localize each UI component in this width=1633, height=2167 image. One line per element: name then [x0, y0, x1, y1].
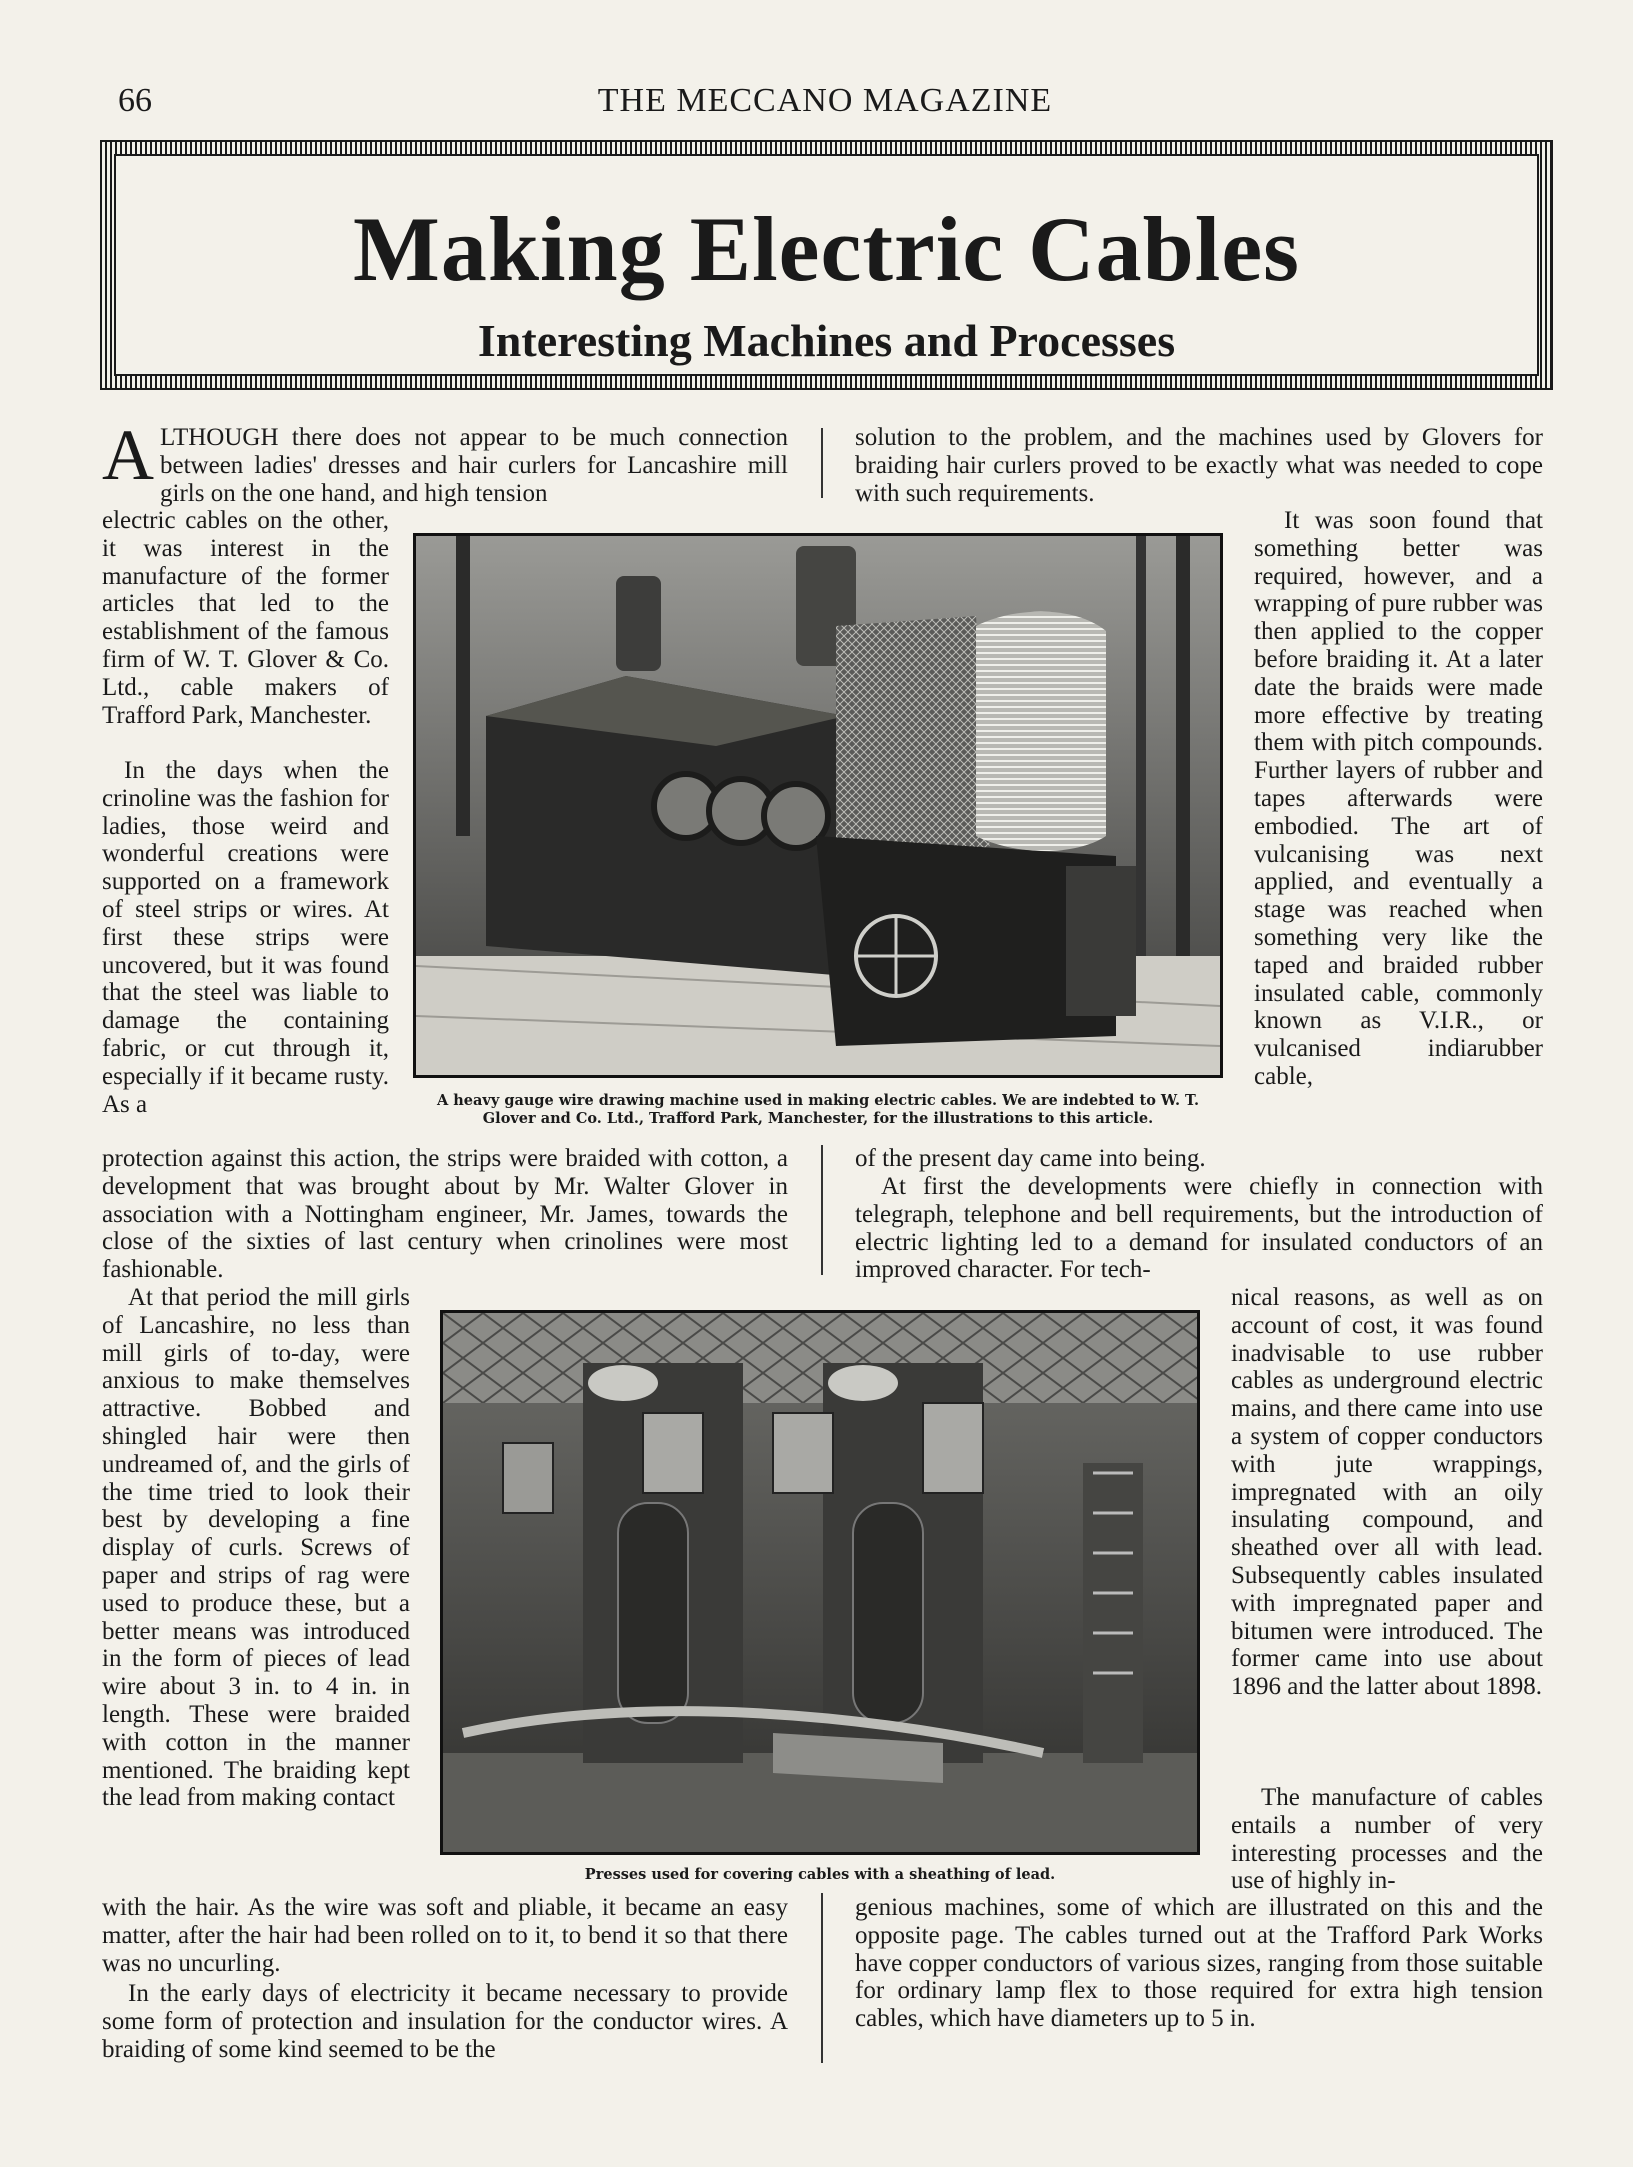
lead-sheathing-presses-photo — [440, 1310, 1200, 1855]
paragraph: solution to the problem, and the machines used by Glovers for braiding hair curlers proved to be exactly what was needed to cope with such requirements. — [855, 424, 1543, 507]
drop-cap: A — [102, 415, 154, 495]
paragraph: The manufacture of cables entails a number of very interesting processes and the use of highly in- — [1231, 1784, 1543, 1895]
lead-presses-illustration — [443, 1313, 1197, 1852]
paragraph: At that period the mill girls of Lancashire, no less than mill girls of to-day, were anxious to make themselves attractive. Bobbed and shingled hair were then undreamed of, and the girls of the time tried to look their best by developing a fine display of curls. Screws of paper and strips of rag were used to produce these, but a better means was introduced in the form of pieces of lead wire about 3 in. to 4 in. in length. These were braided with cotton in the manner mentioned. The braiding kept the lead from making contact — [102, 1284, 410, 1812]
magazine-title: THE MECCANO MAGAZINE — [597, 82, 1053, 119]
figure-caption: A heavy gauge wire drawing machine used in making electric cables. We are indebted to W. T. Glover and Co. Ltd., Trafford Park, Manchester, for the illustrations to this article. — [436, 1092, 1200, 1127]
running-header — [100, 82, 1550, 126]
wire-drawing-machine-photo — [413, 533, 1223, 1078]
paragraph: of the present day came into being. — [855, 1145, 1206, 1172]
page-number: 66 — [118, 82, 152, 119]
paragraph: In the days when the crinoline was the fashion for ladies, those weird and wonderful creations were supported on a framework of steel strips or wires. At first these strips were uncovered, but it was found that the steel was liable to damage the containing fabric, or cut through it, especially if it became rusty. As a — [102, 757, 389, 1118]
column-rule — [821, 1145, 823, 1275]
paragraph: electric cables on the other, it was interest in the manufacture of the former articles that led to the establishment of the famous firm of W. T. Glover & Co. Ltd., cable makers of Trafford Park, Manchester. — [102, 507, 389, 729]
column-rule — [821, 1893, 823, 2063]
title-frame — [100, 140, 1553, 390]
figure-caption: Presses used for covering cables with a sheathing of lead. — [584, 1866, 1056, 1883]
paragraph: nical reasons, as well as on account of cost, it was found inadvisable to use rubber cables as underground electric mains, and there came into use a system of copper conductors with jute wrappings, impregnated with an oily insulating compound, and sheathed over all with lead. Subsequently cables insulated with impregnated paper and bitumen were introduced. The former came into use about 1896 and the latter about 1898. — [1231, 1284, 1543, 1701]
paragraph: It was soon found that something better was required, however, and a wrapping of pure rubber was then applied to the copper before braiding it. At a later date the braids were made more effective by treating them with pitch compounds. Further layers of rubber and tapes afterwards were embodied. The art of vulcanising was next applied, and eventually a stage was reached when something very like the taped and braided rubber insulated cable, commonly known as V.I.R., or vulcanised indiarubber cable, — [1254, 507, 1543, 1090]
paragraph: At first the developments were chiefly in connection with telegraph, telephone and bell requirements, but the introduction of electric lighting led to a demand for insulated conductors of an improved character. For tech- — [855, 1173, 1543, 1284]
paragraph: genious machines, some of which are illustrated on this and the opposite page. The cables turned out at the Trafford Park Works have copper conductors of various sizes, ranging from those suitable for ordinary lamp flex to those required for extra high tension cables, which have diameters up to 5 in. — [855, 1894, 1543, 2033]
column-rule — [821, 428, 823, 498]
paragraph-intro: ALTHOUGH there does not appear to be much connection between ladies' dresses and hair curlers for Lancashire mill girls on the one hand, and high tension — [102, 415, 788, 507]
wire-drawing-machine-illustration — [416, 536, 1220, 1075]
paragraph: protection against this action, the strips were braided with cotton, a development that was brought about by Mr. Walter Glover in association with a Nottingham engineer, Mr. James, towards the close of the sixties of last century when crinolines were most fashionable. — [102, 1145, 788, 1284]
article-title: Making Electric Cables — [353, 198, 1300, 300]
paragraph: In the early days of electricity it became necessary to provide some form of protection and insulation for the conductor wires. A braiding of some kind seemed to be the — [102, 1980, 788, 2063]
article-subtitle: Interesting Machines and Processes — [477, 315, 1176, 366]
paragraph: with the hair. As the wire was soft and pliable, it became an easy matter, after the hair had been rolled on to it, to bend it so that there was no uncurling. — [102, 1894, 788, 1977]
